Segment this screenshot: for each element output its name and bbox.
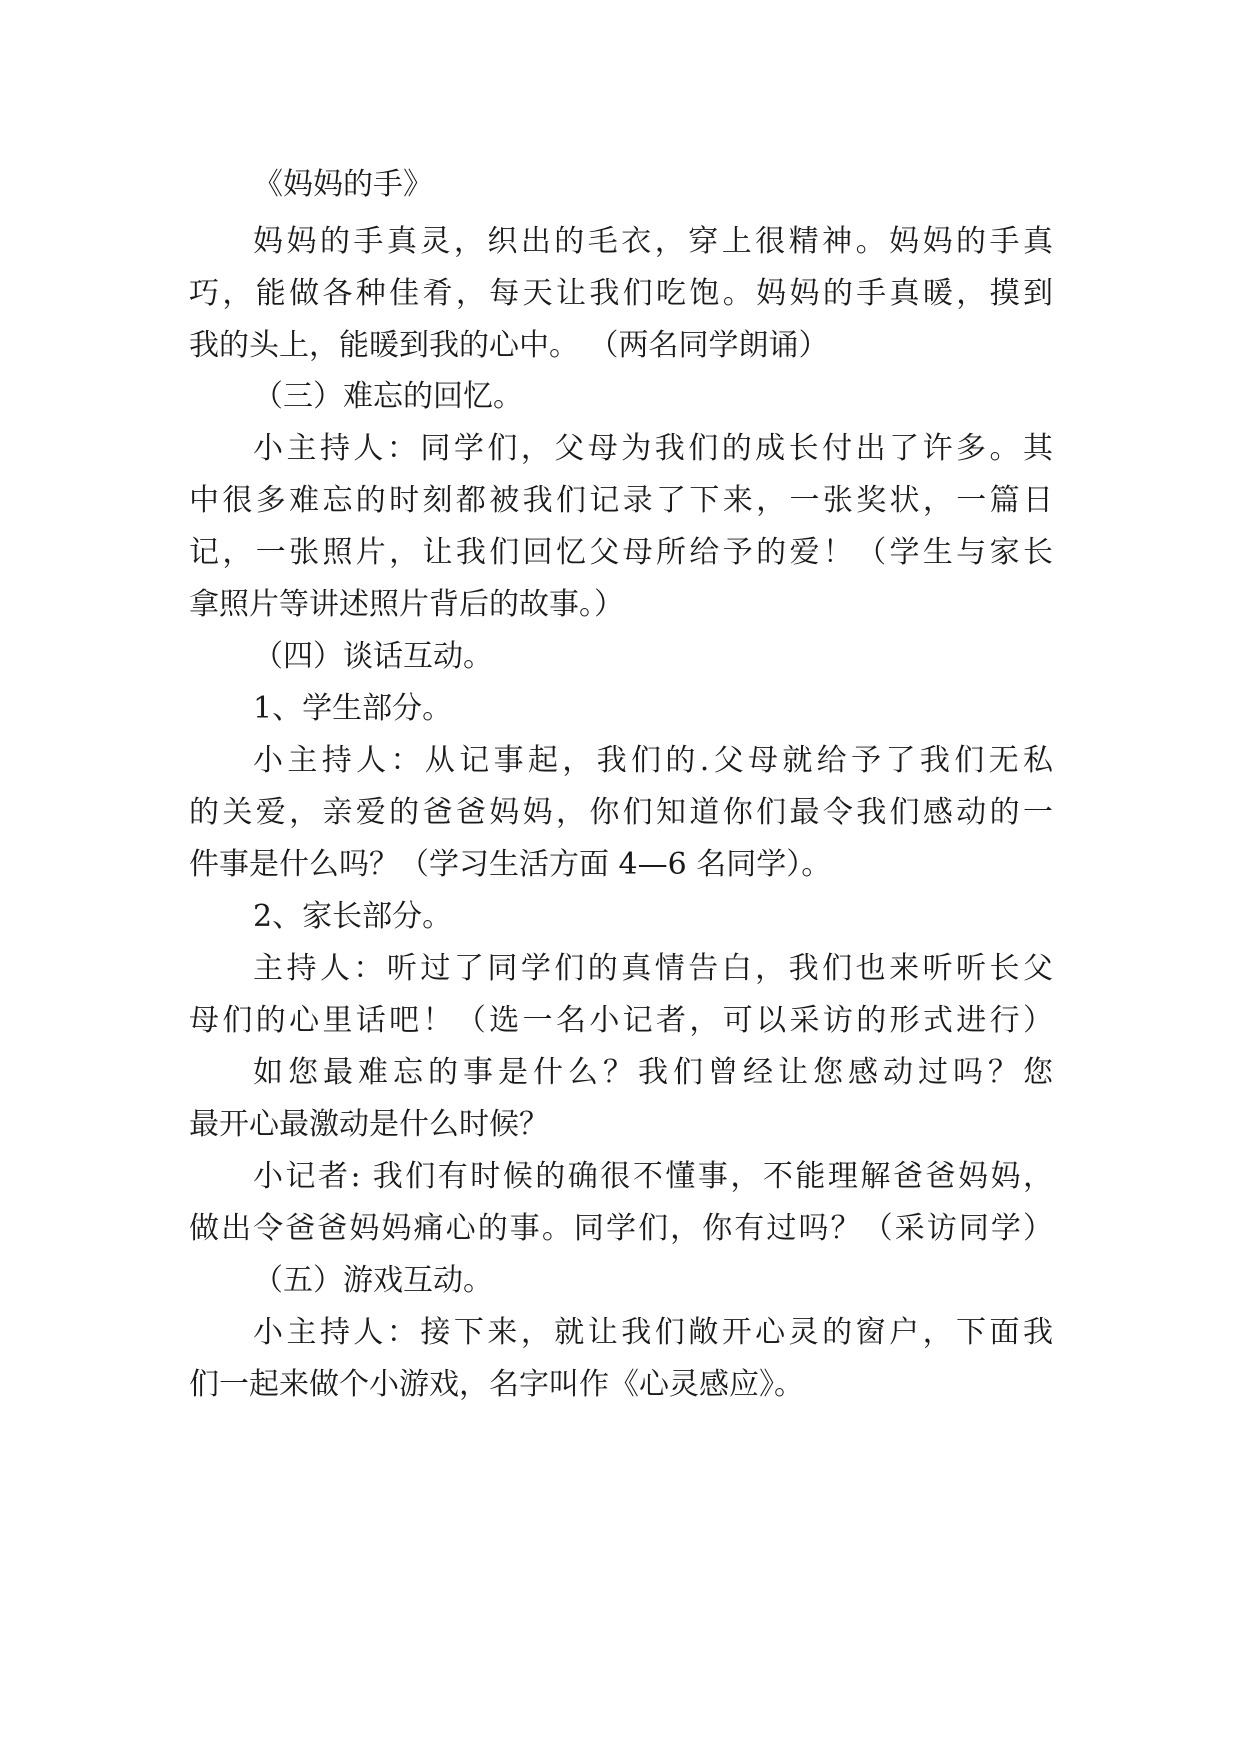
paragraph-line: 我的头上，能暖到我的心中。 （两名同学朗诵） [189, 328, 829, 363]
paragraph-line: 的关爱，亲爱的爸爸妈妈，你们知道你们最令我们感动的一 [189, 795, 1053, 830]
paragraph-line: 们一起来做个小游戏，名字叫作《心灵感应》。 [189, 1367, 804, 1402]
paragraph-line: 小主持人：同学们，父母为我们的成长付出了许多。其 [253, 431, 1053, 466]
subsection-heading: 2、家长部分。 [253, 899, 453, 934]
paragraph-line: 中很多难忘的时刻都被我们记录了下来，一张奖状，一篇日 [189, 483, 1053, 518]
section-heading: （五）游戏互动。 [253, 1263, 493, 1298]
section-heading: （三）难忘的回忆。 [253, 379, 523, 414]
section-heading: （四）谈话互动。 [253, 639, 493, 674]
paragraph-line: 小主持人：接下来，就让我们敞开心灵的窗户，下面我 [253, 1315, 1053, 1350]
paragraph-line: 妈妈的手真灵，织出的毛衣，穿上很精神。妈妈的手真 [253, 224, 1053, 259]
paragraph-line: 母们的心里话吧！（选一名小记者，可以采访的形式进行） [189, 1003, 1053, 1038]
paragraph-line: 拿照片等讲述照片背后的故事。） [189, 587, 624, 622]
poem-title: 《妈妈的手》 [253, 167, 433, 202]
paragraph-line: 如您最难忘的事是什么？我们曾经让您感动过吗？您 [253, 1055, 1053, 1090]
paragraph-line: 小主持人：从记事起，我们的.父母就给予了我们无私 [253, 743, 1053, 778]
paragraph-line: 件事是什么吗？（学习生活方面 4—6 名同学）。 [189, 847, 832, 882]
paragraph-line: 小记者: 我们有时候的确很不懂事，不能理解爸爸妈妈， [253, 1159, 1053, 1194]
subsection-heading: 1、学生部分。 [253, 691, 453, 726]
paragraph-line: 主持人：听过了同学们的真情告白，我们也来听听长父 [253, 951, 1053, 986]
paragraph-line: 巧，能做各种佳肴，每天让我们吃饱。妈妈的手真暖，摸到 [189, 276, 1053, 311]
paragraph-line: 最开心最激动是什么时候？ [189, 1107, 549, 1142]
paragraph-line: 做出令爸爸妈妈痛心的事。同学们，你有过吗？（采访同学） [189, 1211, 1053, 1246]
paragraph-line: 记，一张照片，让我们回忆父母所给予的爱！（学生与家长 [189, 535, 1053, 570]
